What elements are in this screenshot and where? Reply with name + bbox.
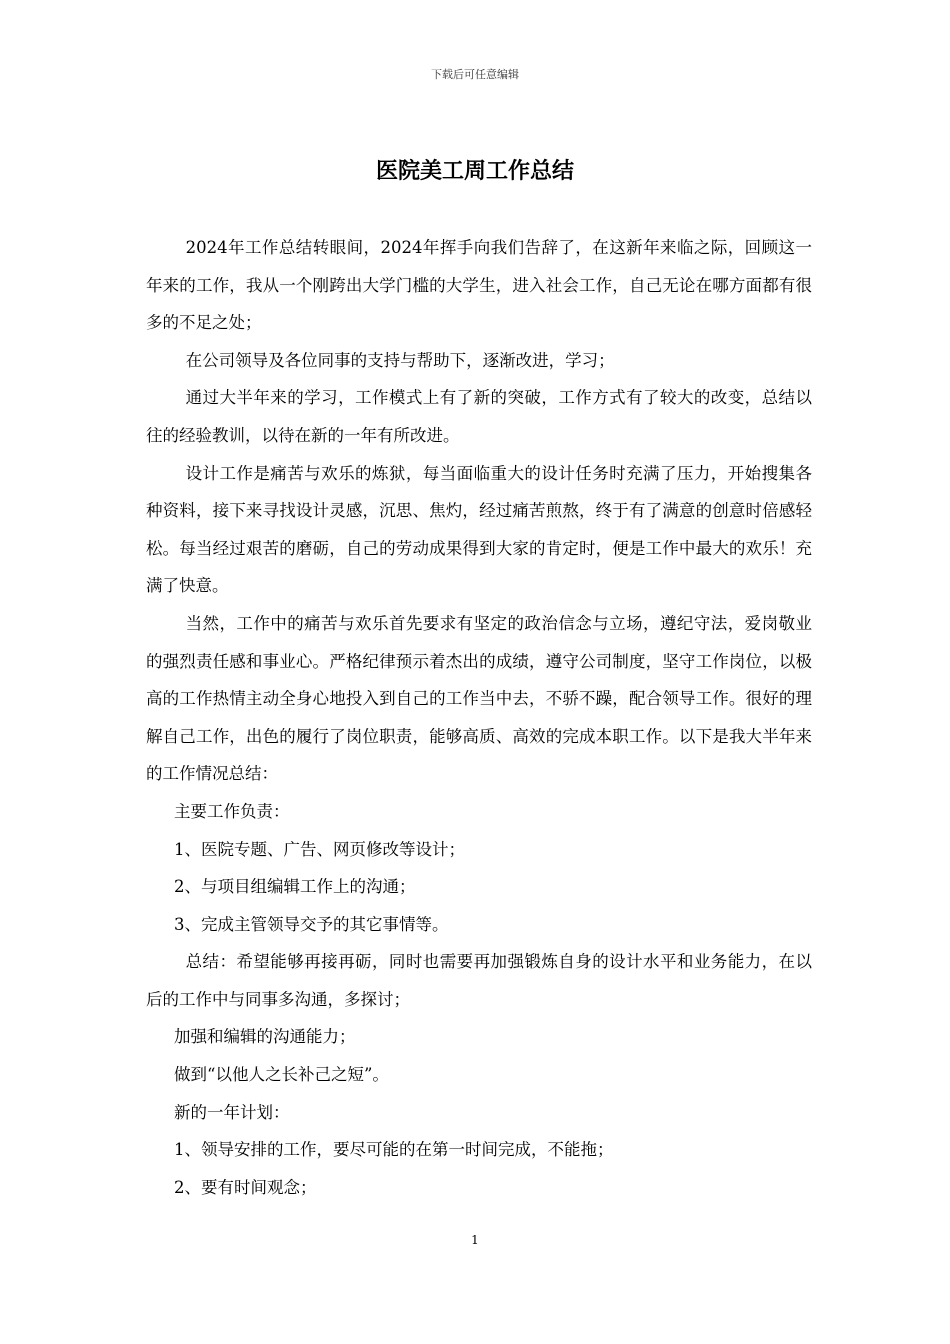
page-header: 下载后可任意编辑	[431, 68, 519, 81]
paragraph: 做到“以他人之长补己之短”。	[174, 1065, 389, 1085]
paragraph: 主要工作负责：	[174, 801, 290, 821]
list-item: 2、与项目组编辑工作上的沟通；	[174, 877, 416, 897]
paragraph: 加强和编辑的沟通能力；	[174, 1027, 356, 1047]
paragraph: 当然，工作中的痛苦与欢乐首先要求有坚定的政治信念与立场，遵纪守法，爱岗敬业的强烈责任感和事业心。严格纪律预示着杰出的成绩，遵守公司制度，坚守工作岗位，以极高的工作热情主动全身心地投入到自己的工作当中去，不骄不躁，配合领导工作。很好的理解自己工作，出色的履行了岗位职责，能够高质、高效的完成本职工作。以下是我大半年来的工作情况总结：	[146, 613, 812, 784]
paragraph: 新的一年计划：	[174, 1102, 290, 1122]
paragraph: 通过大半年来的学习，工作模式上有了新的突破，工作方式有了较大的改变，总结以往的经验教训，以待在新的一年有所改进。	[146, 388, 812, 445]
list-item: 1、领导安排的工作，要尽可能的在第一时间完成，不能拖；	[174, 1140, 614, 1160]
paragraph: 设计工作是痛苦与欢乐的炼狱，每当面临重大的设计任务时充满了压力，开始搜集各种资料，接下来寻找设计灵感，沉思、焦灼，经过痛苦煎熬，终于有了满意的创意时倍感轻松。每当经过艰苦的磨砺，自己的劳动成果得到大家的肯定时，便是工作中最大的欢乐！充满了快意。	[146, 463, 812, 596]
document-title: 医院美工周工作总结	[375, 158, 574, 184]
paragraph: 2024年工作总结转眼间，2024年挥手向我们告辞了，在这新年来临之际，回顾这一年来的工作，我从一个刚跨出大学门槛的大学生，进入社会工作，自己无论在哪方面都有很多的不足之处；	[146, 238, 812, 333]
list-item: 2、要有时间观念；	[174, 1177, 317, 1197]
page-number: 1	[471, 1233, 479, 1247]
list-item: 3、完成主管领导交予的其它事情等。	[174, 914, 449, 934]
list-item: 1、医院专题、广告、网页修改等设计；	[174, 839, 466, 859]
paragraph: 总结：希望能够再接再砺，同时也需要再加强锻炼自身的设计水平和业务能力，在以后的工作中与同事多沟通，多探讨；	[146, 952, 812, 1009]
document-body	[146, 229, 812, 1206]
paragraph: 在公司领导及各位同事的支持与帮助下，逐渐改进，学习；	[185, 350, 615, 370]
